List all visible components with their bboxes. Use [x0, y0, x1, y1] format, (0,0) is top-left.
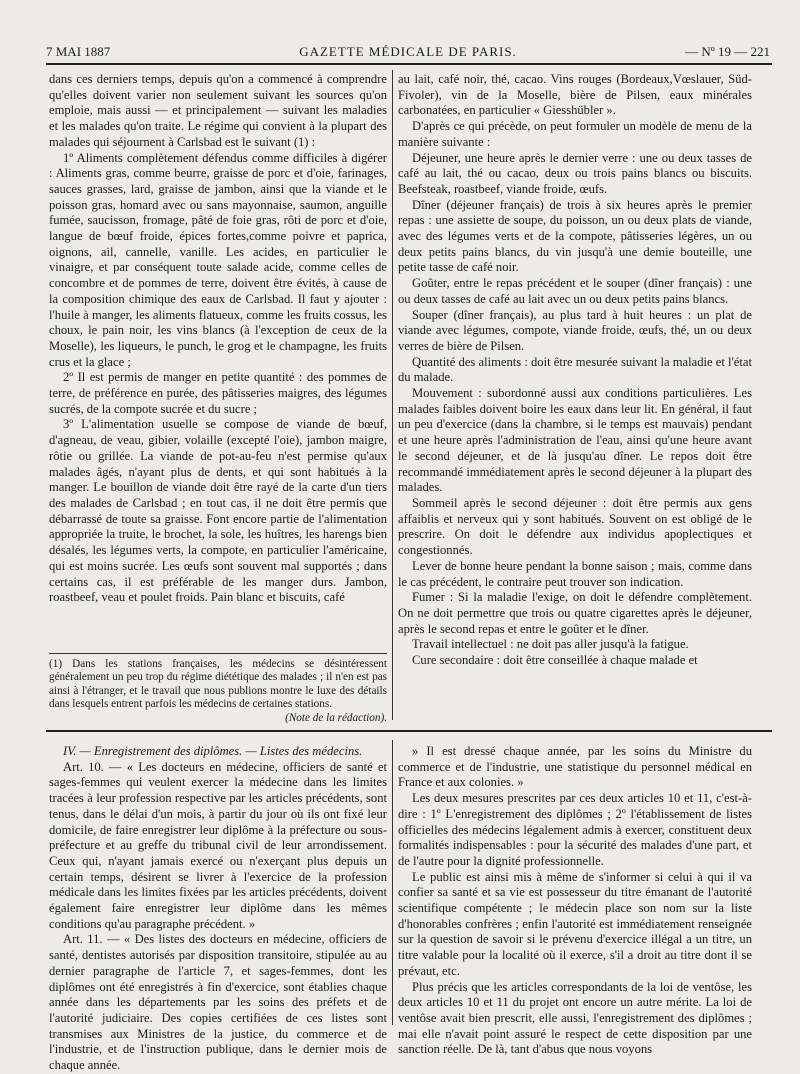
column-right-bottom — [398, 744, 752, 1058]
header-date: 7 MAI 1887 — [46, 44, 111, 59]
section-divider — [46, 730, 772, 732]
paragraph: 2º Il est permis de manger en petite quantité : des pommes de terre, de préférence en purée, des pâtisseries maigres, des légumes sucrés, de la compote sucrée et du sucre ; — [49, 370, 387, 416]
column-right-top — [398, 72, 752, 669]
header-title: GAZETTE MÉDICALE DE PARIS. — [299, 44, 517, 59]
paragraph: Goûter, entre le repas précédent et le souper (dîner français) : une ou deux tasses de café au lait avec un ou deux petits pains blancs. — [398, 276, 752, 306]
column-left-top — [49, 72, 387, 606]
paragraph: Art. 10. — « Les docteurs en médecine, officiers de santé et sages-femmes qui veulent exercer la médecine dans les limites tracées à leur profession respective par les articles précédents, sont tenus, dans le délai d'un mois, à partir du jour où ils ont fixé leur domicile, de faire enregistrer leur diplôme à la préfecture ou sous-préfecture et au greffe du tribunal civil de leur arrondissement. Ceux qui, n'ayant jamais exercé ou n'exerçant plus depuis un certain temps, désirent se livrer à l'exercice de la profession médicale dans les limites fixées par les articles précédents, doivent également faire enregistrer leur diplôme dans les mêmes conditions qu'au paragraphe précédent. » — [49, 759, 387, 931]
paragraph: 1º Aliments complètement défendus comme difficiles à digérer : Aliments gras, comme beurre, graisse de porc et d'oie, farinages, sauces grasses, lard, graisse de jambon, ainsi que la viande et le poisson gras, homard avec ou sans mayonnaise, saumon, anguille fumée, saucisson, fromage, pâté de foie gras, rôti de porc et d'oie, langue de bœuf froide, épices fortes,comme poivre et paprica, oignons, ail, cannelle, vanille. Les acides, en particulier le vinaigre, et par conséquent toute salade acide, comme celles de concombre et de pommes de terre, doivent être évités, à cause de la composition chimique des eaux de Carlsbad. Il faut y ajouter : l'huile à manger, les aliments flatueux, comme les fruits cossus, les choux, le pain noir, les vins blancs (à l'exception de ceux de la Moselle), les liqueurs, le punch, le grog et le champagne, les fruits crus et la glace ; — [49, 150, 387, 369]
paragraph: Le public est ainsi mis à même de s'informer si celui à qui il va confier sa santé et sa vie est possesseur du titre émanant de l'autorité scientifique compétente ; le médecin place son nom sur la liste d'honorables confrères ; enfin l'autorité est immédiatement renseignée sur la question de savoir si le prévenu d'exercice illégal a un titre, un titre valable pour la localité où il exerce, s'il a droit au titre dont il se prévaut, etc. — [398, 869, 752, 978]
footnote-rule — [49, 653, 387, 654]
page-header — [46, 44, 770, 62]
paragraph: Les deux mesures prescrites par ces deux articles 10 et 11, c'est-à-dire : 1º L'enregistrement des diplômes ; 2º l'établissement de listes officielles des médecins légalement admis à exercer, constituent deux formalités indispensables : pour la sécurité des malades d'une part, et de l'autre pour la dignité professionnelle. — [398, 791, 752, 868]
section-heading: IV. — Enregistrement des diplômes. — Listes des médecins. — [63, 744, 363, 758]
paragraph: Sommeil après le second déjeuner : doit être permis aux gens affaiblis et nerveux qui y sont habitués. Souvent on est obligé de le prescrire. On doit le défendre aux individus apoplectiques et congestionnés. — [398, 495, 752, 558]
column-divider-bottom — [392, 740, 393, 1025]
paragraph: dans ces derniers temps, depuis qu'on a commencé à comprendre qu'elles doivent varier non seulement suivant les sources qu'on emploie, mais aussi — et principalement — suivant les maladies et les malades qu'on traite. Le régime qui convient à la plupart des malades qui séjournent à Carlsbad est le suivant (1) : — [49, 72, 387, 149]
paragraph: Déjeuner, une heure après le dernier verre : une ou deux tasses de café au lait, thé ou cacao, deux ou trois pains blancs ou biscuits. Beefsteak, roastbeef, viande froide, œufs. — [398, 150, 752, 196]
paragraph: Mouvement : subordonné aussi aux conditions particulières. Les malades faibles doivent boire les eaux dans leur lit. En général, il faut un peu d'exercice (dans la chambre, si le temps est mauvais) pendant et une heure après l'administration de l'eau, ainsi qu'une heure avant le second déjeuner, et de là jusqu'au dîner. Le repos doit être recommandé immédiatement après le second déjeuner à la plupart des malades. — [398, 386, 752, 495]
paragraph: Souper (dîner français), au plus tard à huit heures : un plat de viande avec légumes, compote, viande froide, œufs, thé, un ou deux verres de bière de Pilsen. — [398, 307, 752, 353]
paragraph: D'après ce qui précède, on peut formuler un modèle de menu de la manière suivante : — [398, 119, 752, 149]
column-left-bottom — [49, 744, 387, 1074]
paragraph: Travail intellectuel : ne doit pas aller jusqu'à la fatigue. — [412, 637, 689, 652]
paragraph: Art. 11. — « Des listes des docteurs en médecine, officiers de santé, dentistes autorisés par disposition transitoire, stipulée au au dernier paragraphe de l'article 7, et sages-femmes, dont les diplômes ont été enregistrés à fin d'exercice, sont établies chaque année dans les départements par les soins des préfets et de l'autorité judiciaire. Des copies certifiées de ces listes sont transmises aux Ministres de la justice, du commerce et de l'industrie, et de l'instruction publique, dans le dernier mois de chaque année. — [49, 932, 387, 1073]
paragraph: Plus précis que les articles correspondants de la loi de ventôse, les deux articles 10 et 11 du projet ont encore un autre mérite. La loi de ventôse avait bien prescrit, elle aussi, l'enregistrement des diplômes ; mai elle n'avait point assuré le respect de cette disposition par une sanction réelle. De là, tant d'abus que nous voyons — [398, 979, 752, 1057]
paragraph: au lait, café noir, thé, cacao. Vins rouges (Bordeaux,Vœslauer, Süd-Fivoler), vin de la Moselle, bière de Pilsen, eaux minérales carbonatées, en particulier « Giesshübler ». — [398, 72, 752, 118]
footnote-note: (Note de la rédaction). — [285, 711, 387, 724]
paragraph: » Il est dressé chaque année, par les soins du Ministre du commerce et de l'industrie, une statistique du personnel médical en France et aux colonies. » — [398, 744, 752, 790]
paragraph: 3º L'alimentation usuelle se compose de viande de bœuf, d'agneau, de veau, gibier, volaille (excepté l'oie), jambon maigre, rôtie ou grillée. La viande de pot-au-feu n'est permise qu'aux malades âgés, n'ayant plus de dents, et qui sont habitués à la manger. Le bouillon de viande doit être rayé de la carte d'un tiers des malades de Carlsbad ; en tout cas, il ne doit être permis que débarrassé de toute sa graisse. Font encore partie de l'alimentation appropriée la truite, le brochet, la sole, les huîtres, les harengs bien désalés, les légumes verts, la compote, en particulier l'américaine, qui est moins sucrée. Les œufs sont souvent mal supportés ; dans certains cas, il est préférable de les manger durs. Jambon, roastbeef, veau et poulet froids. Pain blanc et biscuits, café — [49, 417, 387, 605]
paragraph: Dîner (déjeuner français) de trois à six heures après le premier repas : une assiette de soupe, du poisson, un ou deux plats de viande, avec des légumes verts et de la compote, pâtisseries légères, un ou deux petits pains blancs, du vin jusqu'à une demie bouteille, une petite tasse de café noir. — [398, 197, 752, 275]
footnote-text: (1) Dans les stations françaises, les médecins se désintéressent généralement un peu trop du régime diététique des malades ; il n'en est pas ainsi à l'étranger, et le travail que nous publions montre le luxe des détails dans lesquels entrent parfois les médecins de certaines stations. — [49, 658, 387, 711]
header-issue: — Nº 19 — 221 — [685, 44, 770, 59]
paragraph: Quantité des aliments : doit être mesurée suivant la maladie et l'état du malade. — [398, 354, 752, 385]
column-divider-top — [392, 70, 393, 720]
header-rule — [46, 63, 772, 65]
paragraph: Lever de bonne heure pendant la bonne saison ; mais, comme dans le cas précédent, le contraire peut trouver son indication. — [398, 558, 752, 589]
paragraph: Fumer : Si la maladie l'exige, on doit le défendre complètement. On ne doit permettre que trois ou quatre cigarettes après le déjeuner, après le second repas et entre le goûter et le dîner. — [398, 590, 752, 636]
paragraph: Cure secondaire : doit être conseillée à chaque malade et — [412, 653, 698, 668]
footnote — [49, 658, 387, 725]
